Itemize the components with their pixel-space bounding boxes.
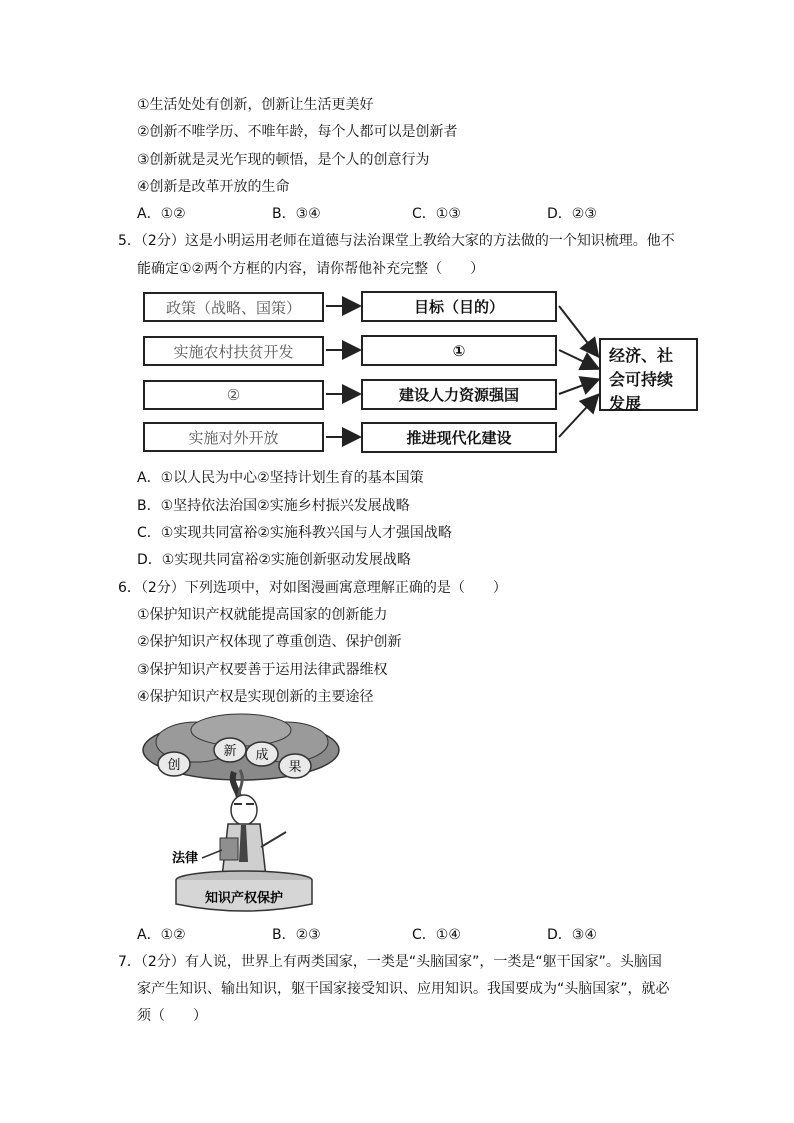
diagram-goal-box: 经济、社 会可持续 发展 [599,338,698,411]
q6-option-d[interactable]: D．③④ [547,927,597,943]
arrow-to-goal-1 [559,306,597,355]
q4-item-1: ①生活处处有创新，创新让生活更美好 [137,97,374,113]
fruit-cheng [246,742,278,766]
arrow-to-goal-2 [559,350,597,368]
person-figure [220,795,286,877]
q4-option-c[interactable]: C．①③ [412,206,461,222]
q6-option-b[interactable]: B．②③ [272,927,321,943]
fruit-label-chuang: 创 [167,758,181,773]
q5-option-d[interactable]: D．①实现共同富裕②实施创新驱动发展战略 [137,552,411,568]
diagram-left-box-2: 实施农村扶贫开发 [143,336,324,366]
q5-stem-line-1: 5．（2分）这是小明运用老师在道德与法治课堂上教给大家的方法做的一个知识梳理。他不 [118,233,675,249]
diagram-left-box-3-blank: ② [143,380,324,410]
fruit-xin [214,738,246,762]
q4-item-2: ②创新不唯学历、不唯年龄，每个人都可以是创新者 [137,124,458,140]
q7-stem-line-2: 家产生知识、输出知识，躯干国家接受知识、应用知识。我国要成为“头脑国家”，就必 [137,981,670,997]
diagram-middle-box-4: 推进现代化建设 [361,422,557,453]
q5-stem-line-2: 能确定①②两个方框的内容，请你帮他补充完整（ ） [137,261,485,277]
q4-option-d[interactable]: D．②③ [547,206,597,222]
q6-item-4: ④保护知识产权是实现创新的主要途径 [137,689,374,705]
fruit-guo [279,754,311,778]
fruit-label-xin: 新 [223,744,237,759]
q6-item-3: ③保护知识产权要善于运用法律武器维权 [137,662,388,678]
q7-stem-line-3: 须（ ） [137,1008,207,1024]
fruit-label-guo: 果 [288,760,302,775]
fruit-label-cheng: 成 [255,748,269,763]
q6-item-2: ②保护知识产权体现了尊重创造、保护创新 [137,634,402,650]
q4-item-4: ④创新是改革开放的生命 [137,179,290,195]
q6-stem: 6．（2分）下列选项中，对如图漫画寓意理解正确的是（ ） [118,580,507,596]
ip-protection-pot [176,871,312,911]
diagram-middle-box-3: 建设人力资源强国 [361,379,557,410]
q4-option-b[interactable]: B．③④ [272,206,321,222]
ip-protection-cartoon [136,712,346,917]
q5-option-b[interactable]: B．①坚持依法治国②实施乡村振兴发展战略 [137,498,410,514]
q5-option-a[interactable]: A．①以人民为中心②坚持计划生育的基本国策 [137,470,424,486]
fruit-chuang [158,752,190,776]
q6-item-1: ①保护知识产权就能提高国家的创新能力 [137,607,388,623]
arrow-to-goal-3 [559,380,597,394]
diagram-middle-box-1: 目标（目的） [361,291,557,322]
q4-item-3: ③创新就是灵光乍现的顿悟，是个人的创意行为 [137,152,430,168]
pot-label: 知识产权保护 [204,891,284,906]
q6-option-a[interactable]: A．①② [137,927,186,943]
law-label: 法律 [172,851,199,866]
q4-option-a[interactable]: A．①② [137,206,186,222]
q7-stem-line-1: 7．（2分）有人说，世界上有两类国家，一类是“头脑国家”，一类是“躯干国家”。头脑国 [118,954,662,970]
q6-option-c[interactable]: C．①④ [412,927,461,943]
q5-option-c[interactable]: C．①实现共同富裕②实施科教兴国与人才强国战略 [137,525,452,541]
diagram-left-box-4: 实施对外开放 [143,422,324,452]
diagram-left-box-1: 政策（战略、国策） [143,292,324,322]
arrow-to-goal-4 [559,396,597,437]
diagram-middle-box-2-blank: ① [361,335,557,366]
